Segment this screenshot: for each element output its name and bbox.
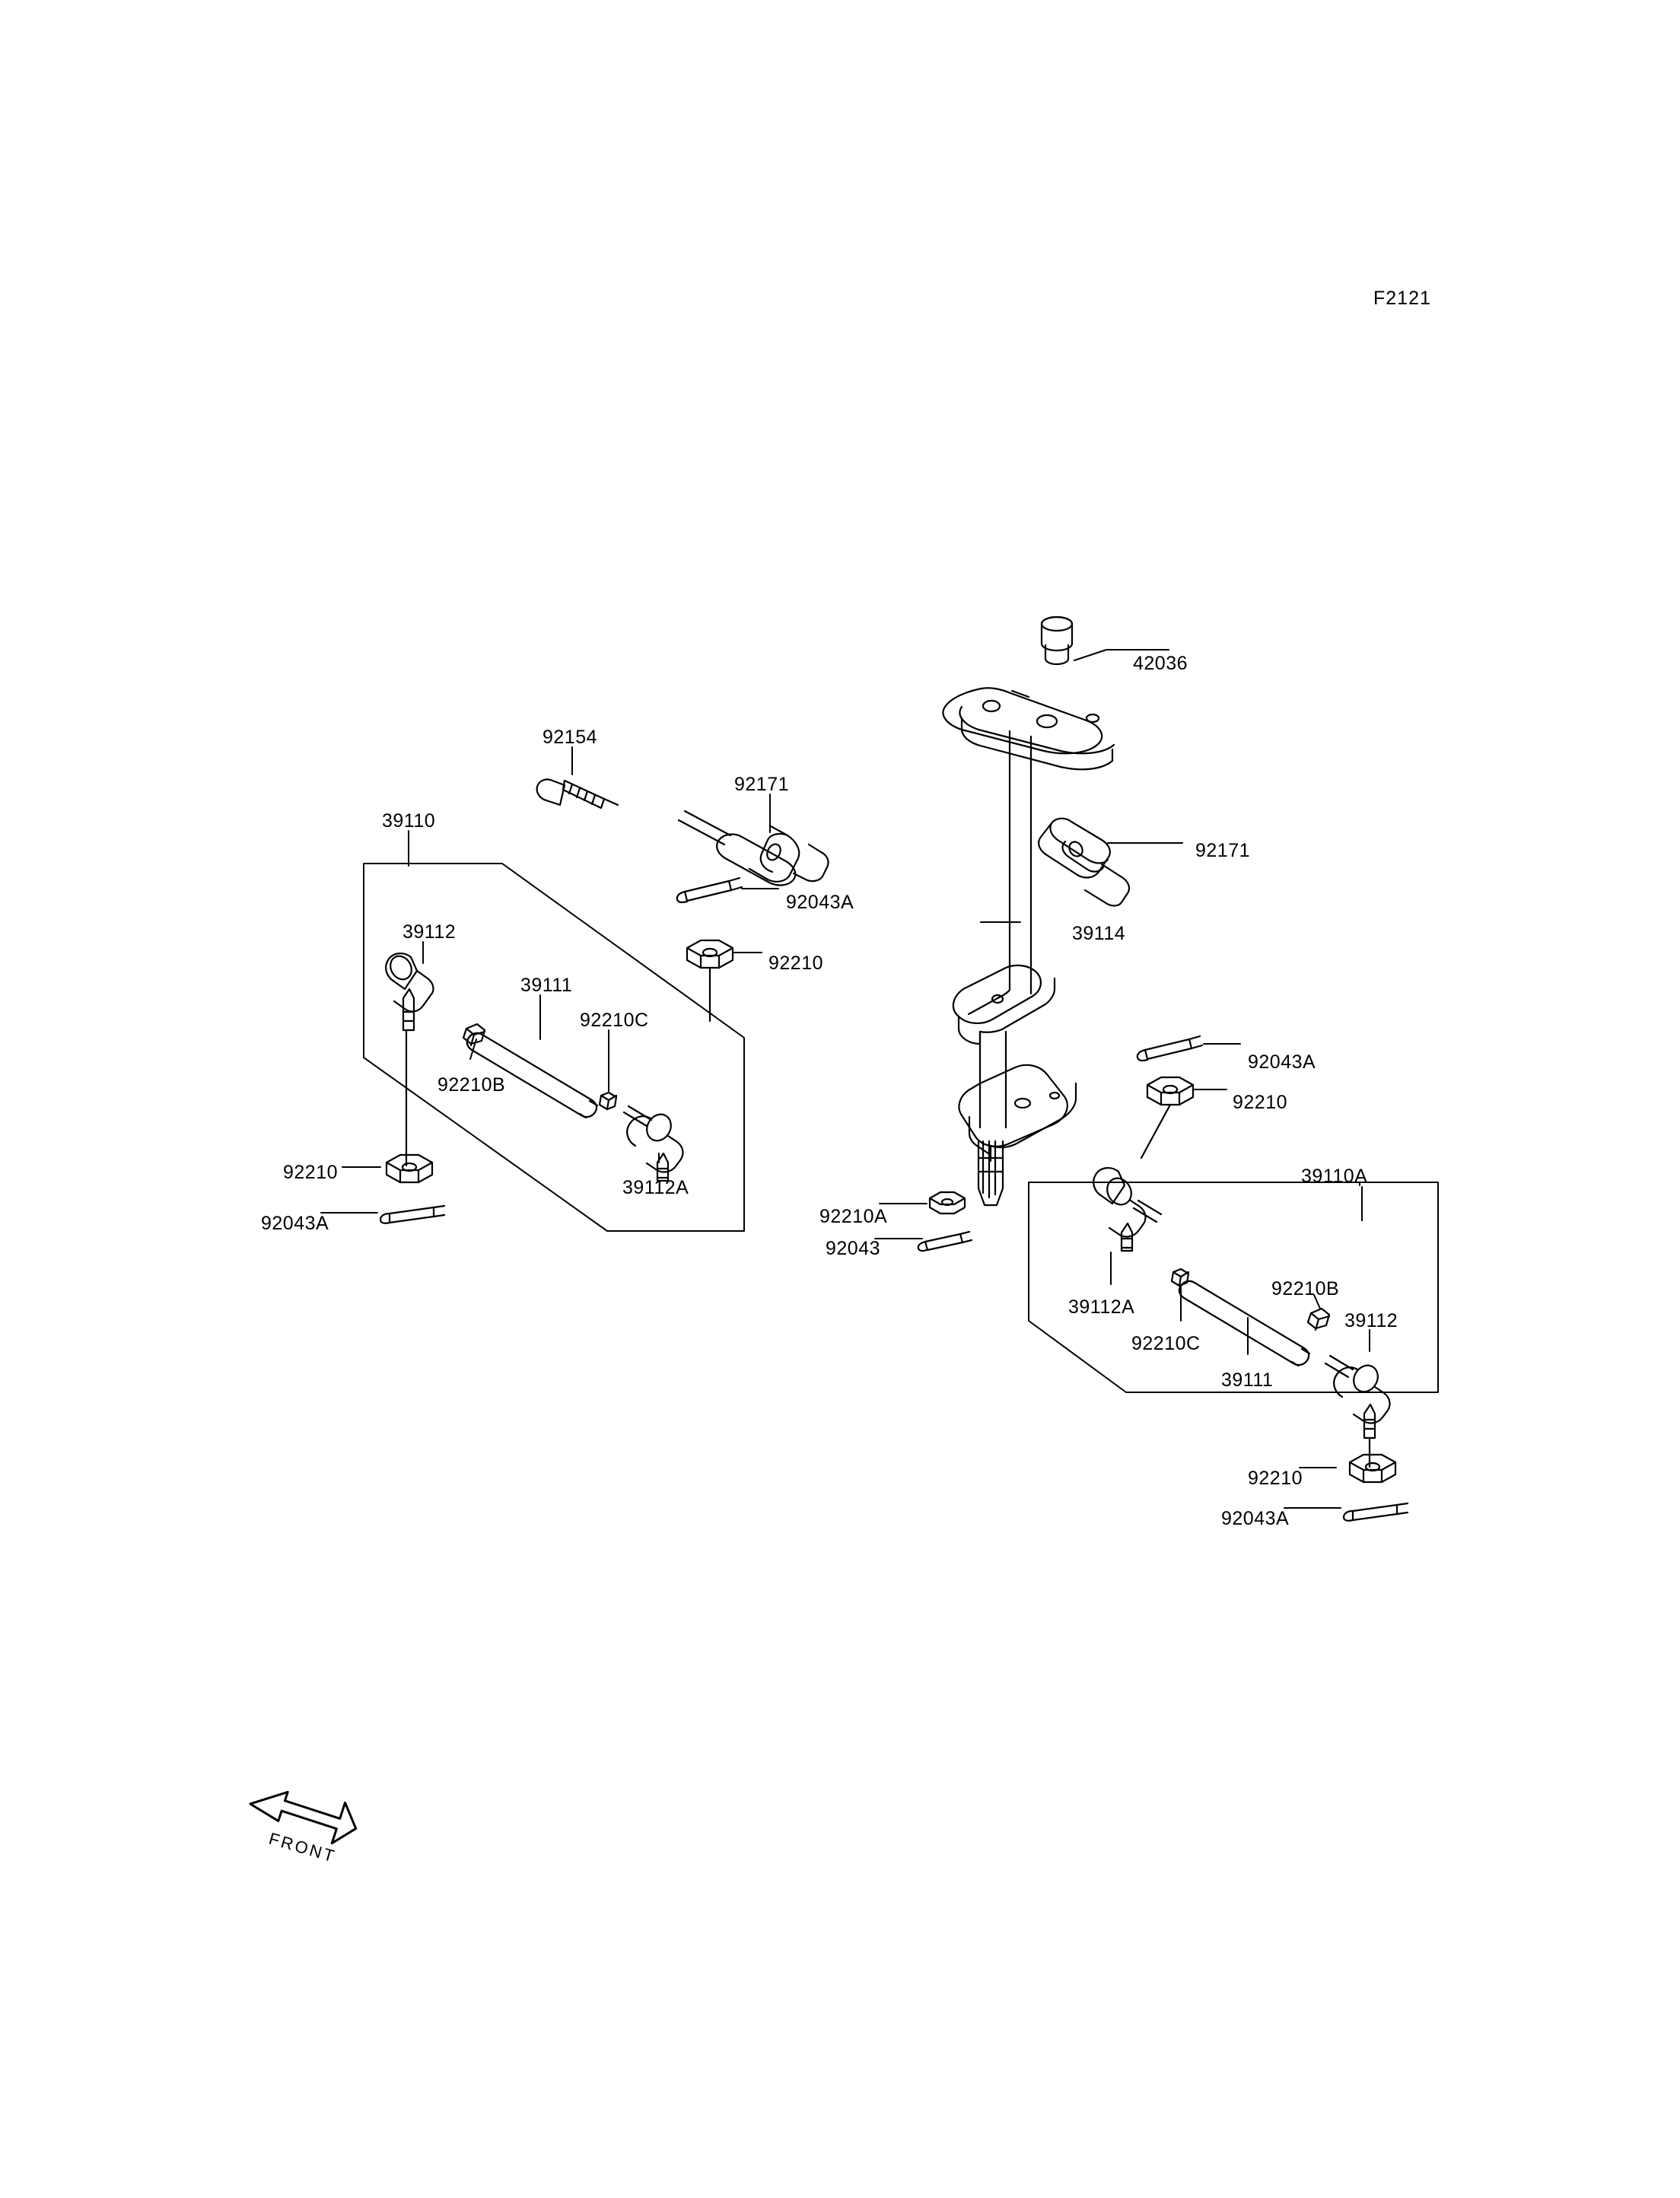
- part-39112A-right: [1093, 1168, 1161, 1251]
- part-label-92210c: 92210C: [580, 1010, 649, 1031]
- part-label-92210c: 92210C: [1131, 1333, 1201, 1354]
- part-label-39110a: 39110A: [1301, 1166, 1368, 1187]
- part-92210-right-upper: [1141, 1077, 1193, 1158]
- part-92043A-upper: [677, 878, 742, 902]
- part-label-39112a: 39112A: [1068, 1296, 1135, 1318]
- part-label-92043: 92043: [826, 1238, 881, 1259]
- part-label-92043a: 92043A: [1248, 1051, 1316, 1073]
- part-label-39111: 39111: [520, 975, 573, 996]
- part-label-92210: 92210: [1248, 1468, 1303, 1489]
- part-92171-upper: [679, 811, 829, 885]
- part-39112A-left: [624, 1106, 682, 1181]
- part-label-92043a: 92043A: [786, 892, 854, 913]
- part-92210B-right: [1308, 1309, 1329, 1330]
- part-label-92210: 92210: [1233, 1092, 1288, 1113]
- assembly-box-39110A: [1029, 1182, 1438, 1392]
- part-92154-bolt: [537, 779, 618, 808]
- part-label-92171: 92171: [1195, 840, 1251, 861]
- front-direction-marker: [242, 1784, 364, 1875]
- part-92210C-left: [600, 1093, 616, 1109]
- part-label-39112: 39112: [1344, 1310, 1398, 1331]
- part-39114-shaft: [953, 731, 1076, 1205]
- part-92043: [918, 1232, 972, 1251]
- part-label-39112a: 39112A: [622, 1177, 689, 1198]
- part-label-39114: 39114: [1072, 923, 1126, 944]
- part-label-39111: 39111: [1221, 1369, 1274, 1391]
- part-label-42036: 42036: [1133, 653, 1188, 674]
- steering-top-plate: [943, 688, 1114, 769]
- part-39112-left: [386, 953, 433, 1166]
- part-label-39112: 39112: [402, 921, 457, 943]
- part-39112-right: [1325, 1356, 1389, 1467]
- part-label-92043a: 92043A: [1221, 1508, 1290, 1529]
- front-text: FRONT: [266, 1828, 339, 1866]
- part-92210-upper: [687, 940, 733, 1021]
- part-92210-left: [387, 1155, 432, 1182]
- part-label-92210: 92210: [283, 1162, 339, 1183]
- part-92171-right: [1039, 819, 1129, 906]
- part-label-92210b: 92210B: [438, 1074, 506, 1096]
- part-92210C-right: [1172, 1269, 1188, 1286]
- part-92210-right-bottom: [1350, 1455, 1395, 1482]
- part-92043A-right-bottom: [1344, 1503, 1408, 1521]
- sheet-code: F2121: [1373, 288, 1431, 309]
- part-label-92171: 92171: [734, 774, 790, 795]
- part-label-92210b: 92210B: [1271, 1278, 1340, 1299]
- part-label-39110: 39110: [382, 810, 436, 832]
- part-92043A-left: [380, 1206, 444, 1223]
- part-92210A: [930, 1192, 965, 1214]
- assembly-box-39110: [364, 864, 744, 1231]
- part-42036: [1042, 617, 1072, 664]
- part-label-92154: 92154: [542, 727, 598, 748]
- part-label-92210: 92210: [768, 953, 824, 974]
- part-label-92210a: 92210A: [819, 1206, 888, 1227]
- part-92043A-right-upper: [1138, 1036, 1202, 1061]
- part-label-92043a: 92043A: [261, 1213, 329, 1234]
